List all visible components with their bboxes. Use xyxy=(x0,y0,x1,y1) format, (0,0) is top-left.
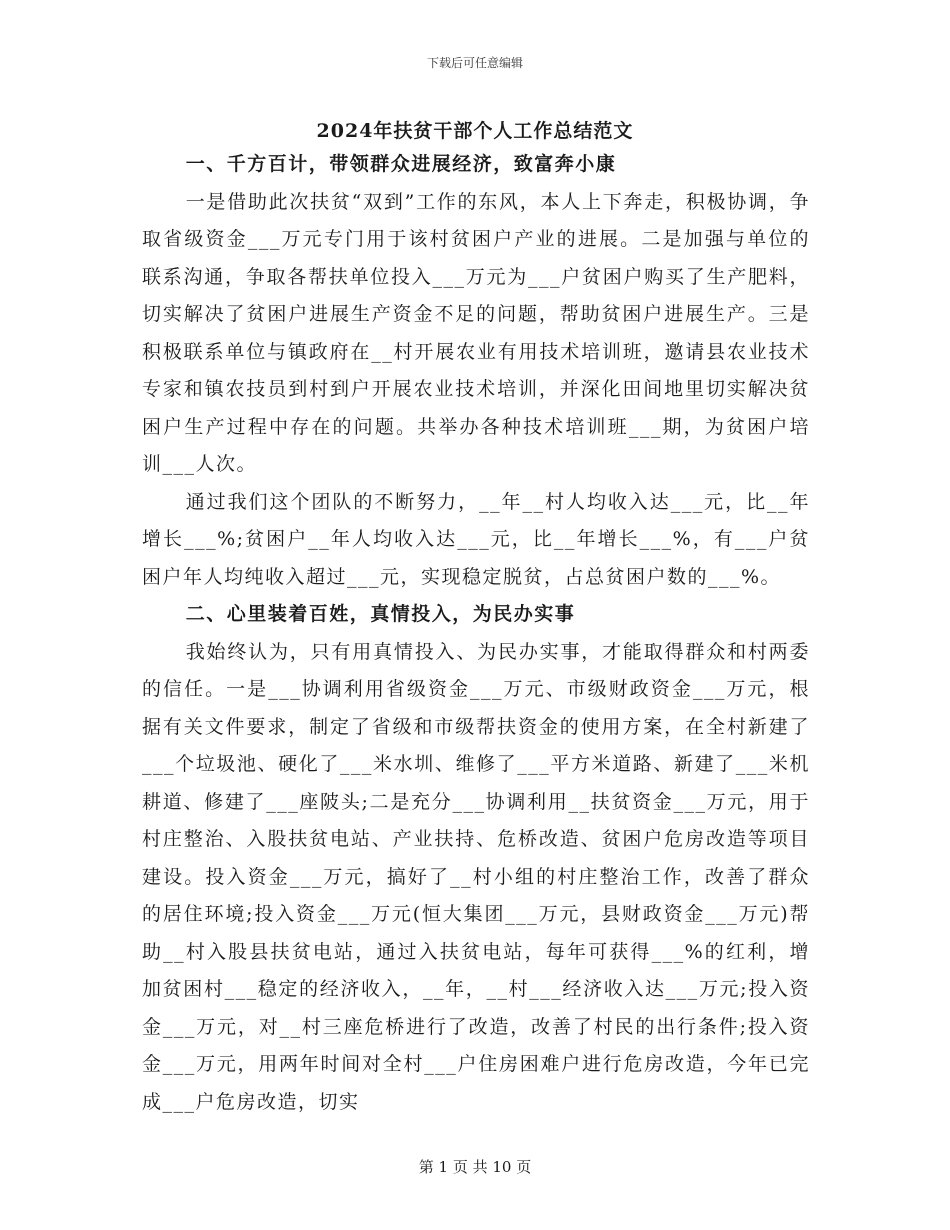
section-2-paragraph-1: 我始终认为，只有用真情投入、为民办实事，才能取得群众和村两委的信任。一是___协调利用省级资金___万元、市级财政资金___万元，根据有关文件要求，制定了省级和市级帮扶资金的使用方案，在全村新建了___个垃圾池、硬化了___米水圳、维修了___平方米道路、新建了___米机耕道、修建了___座陂头;二是充分___协调利用__扶贫资金___万元，用于村庄整治、入股扶贫电站、产业扶持、危桥改造、贫困户危房改造等项目建设。投入资金___万元，搞好了__村小组的村庄整治工作，改善了群众的居住环境;投入资金___万元(恒大集团___万元，县财政资金___万元)帮助__村入股县扶贫电站，通过入扶贫电站，每年可获得___%的红利，增加贫困村___稳定的经济收入，__年，__村___经济收入达___万元;投入资金___万元，对__村三座危桥进行了改造，改善了村民的出行条件;投入资金___万元，用两年时间对全村___户住房困难户进行危房改造，今年已完成___户危房改造，切实 xyxy=(142,640,810,1113)
document-body xyxy=(142,146,810,1121)
section-1-heading: 一、千方百计，带领群众进展经济，致富奔小康 xyxy=(185,153,617,175)
header-note: 下载后可任意编辑 xyxy=(426,56,523,70)
page-footer: 第 1 页 共 10 页 xyxy=(418,1158,532,1176)
section-2-heading: 二、心里装着百姓，真情投入，为民办实事 xyxy=(185,603,576,625)
section-1-paragraph-1: 一是借助此次扶贫“双到”工作的东风，本人上下奔走，积极协调，争取省级资金___万元专门用于该村贫困户产业的进展。二是加强与单位的联系沟通，争取各帮扶单位投入___万元为___户贫困户购买了生产肥料，切实解决了贫困户进展生产资金不足的问题，帮助贫困户进展生产。三是积极联系单位与镇政府在__村开展农业有用技术培训班，邀请县农业技术专家和镇农技员到村到户开展农业技术培训，并深化田间地里切实解决贫困户生产过程中存在的问题。共举办各种技术培训班___期，为贫困户培训___人次。 xyxy=(142,190,810,475)
document-title: 2024年扶贫干部个人工作总结范文 xyxy=(316,120,634,142)
section-1-paragraph-2: 通过我们这个团队的不断努力，__年__村人均收入达___元，比__年增长___%;贫困户__年人均收入达___元，比__年增长___%，有___户贫困户年人均纯收入超过___元，实现稳定脱贫，占总贫困户数的___%。 xyxy=(142,490,810,588)
